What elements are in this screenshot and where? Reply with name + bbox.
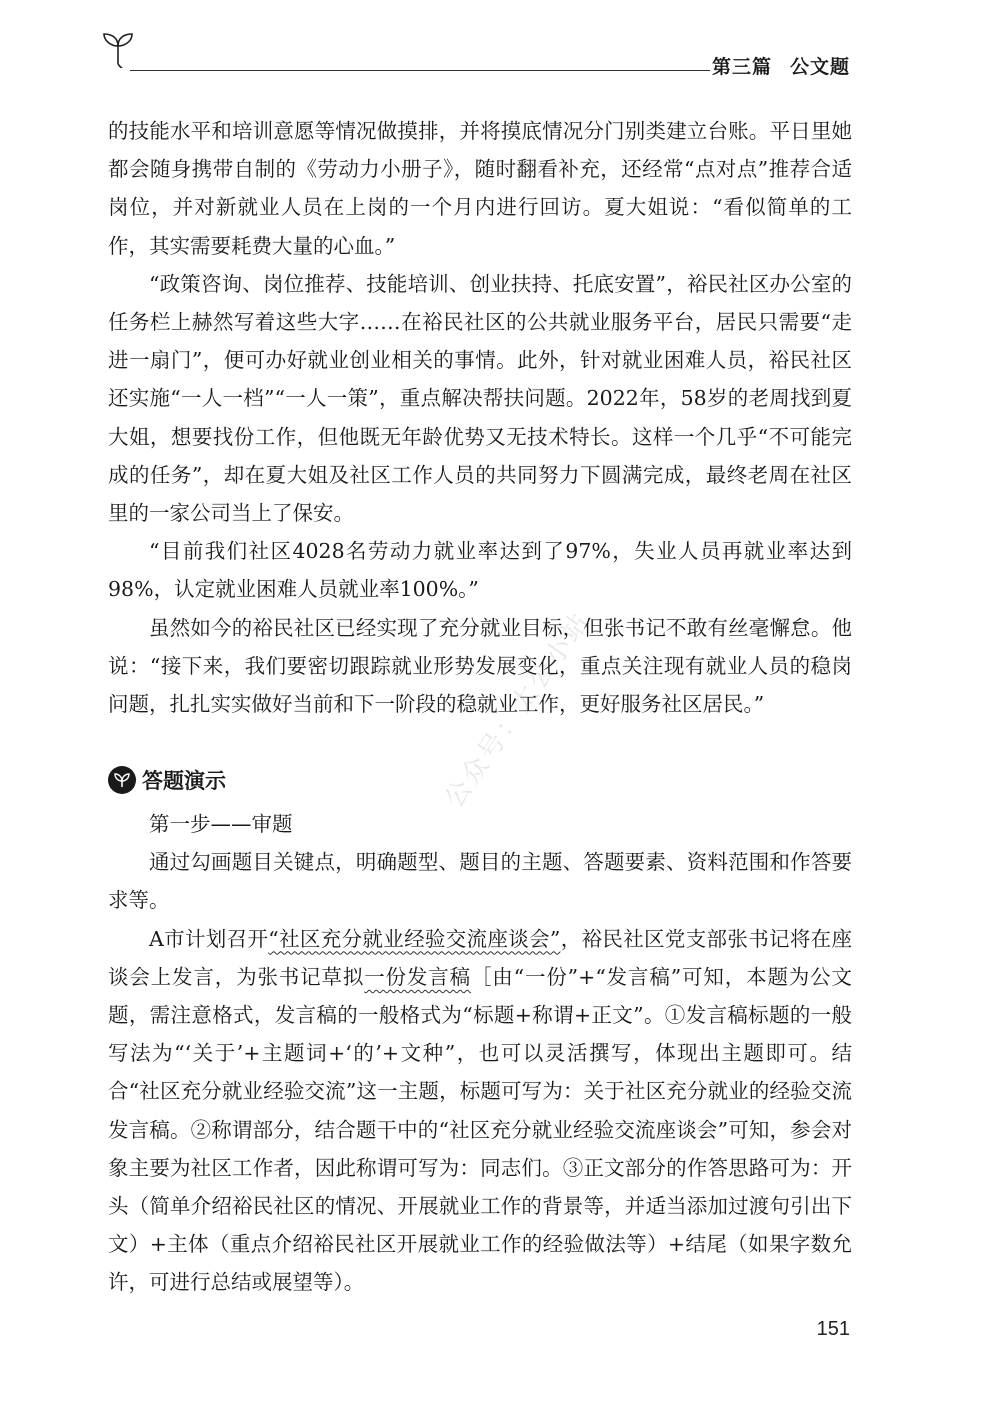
section-title: 答题演示	[142, 769, 226, 794]
analysis-text-2: ，裕民社区党支部张书记将在座谈会上发言，为张书记草拟	[108, 926, 853, 989]
underlined-speech-draft: 一份发言稿	[364, 964, 471, 989]
intro-paragraph: 通过勾画题目关键点，明确题型、题目的主题、答题要素、资料范围和作答要求等。	[108, 850, 852, 913]
paragraph-1: 的技能水平和培训意愿等情况做摸排，并将摸底情况分门别类建立台账。平日里她都会随身携带自制的《劳动力小册子》，随时翻看补充，还经常“点对点”推荐合适岗位，并对新就业人员在上岗的一个月内进行回访。夏大姐说：“看似简单的工作，其实需要耗费大量的心血。”	[108, 119, 852, 258]
page-header	[100, 28, 860, 78]
main-content	[108, 112, 852, 1302]
header-rule	[130, 70, 710, 71]
paragraph-2: “政策咨询、岗位推荐、技能培训、创业扶持、托底安置”，裕民社区办公室的任务栏上赫然写着这些大字……在裕民社区的公共就业服务平台，居民只需要“走进一扇门”，便可办好就业创业相关的事情。此外，针对就业困难人员，裕民社区还实施“一人一档”“一人一策”，重点解决帮扶问题。2022年，58岁的老周找到夏大姐，想要找份工作，但他既无年龄优势又无技术特长。这样一个几乎“不可能完成的任务”，却在夏大姐及社区工作人员的共同努力下圆满完成，最终老周在社区里的一家公司当上了保安。	[108, 271, 852, 526]
header-title	[712, 52, 850, 79]
paragraph-4: 虽然如今的裕民社区已经实现了充分就业目标，但张书记不敢有丝毫懈怠。他说：“接下来，我们要密切跟踪就业形势发展变化，重点关注现有就业人员的稳岗问题，扎扎实实做好当前和下一阶段的稳就业工作，更好服务社区居民。”	[108, 615, 852, 717]
header-section: 公文题	[789, 56, 850, 78]
leaf-icon	[108, 766, 136, 794]
analysis-paragraph	[108, 920, 852, 1302]
section-heading	[108, 763, 852, 797]
step-heading: 第一步——审题	[149, 812, 293, 837]
page-number: 151	[816, 1318, 850, 1340]
underlined-meeting-name: “社区充分就业经验交流座谈会”	[268, 926, 561, 951]
header-part: 第三篇	[711, 56, 772, 78]
analysis-text-3: ［由“一份”+“发言稿”可知，本题为公文题，需注意格式，发言稿的一般格式为“标题+称谓+正文”。①发言稿标题的一般写法为“‘关于’+主题词+‘的’+文种”，也可以灵活撰写，体现出主题即可。结合“社区充分就业经验交流”这一主题，标题可写为：关于社区充分就业的经验交流发言稿。②称谓部分，结合题干中的“社区充分就业经验交流座谈会”可知，参会对象主要为社区工作者，因此称谓可写为：同志们。③正文部分的作答思路可为：开头（简单介绍裕民社区的情况、开展就业工作的背景等，并适当添加过渡句引出下文）+主体（重点介绍裕民社区开展就业工作的经验做法等）+结尾（如果字数允许，可进行总结或展望等）。	[108, 964, 852, 1295]
analysis-text-1: A市计划召开	[149, 926, 269, 951]
sprout-icon	[100, 28, 136, 68]
watermark: 公众号：太公小站	[439, 606, 597, 814]
paragraph-3: “目前我们社区4028名劳动力就业率达到了97%，失业人员再就业率达到98%，认定就业困难人员就业率100%。”	[108, 539, 852, 602]
